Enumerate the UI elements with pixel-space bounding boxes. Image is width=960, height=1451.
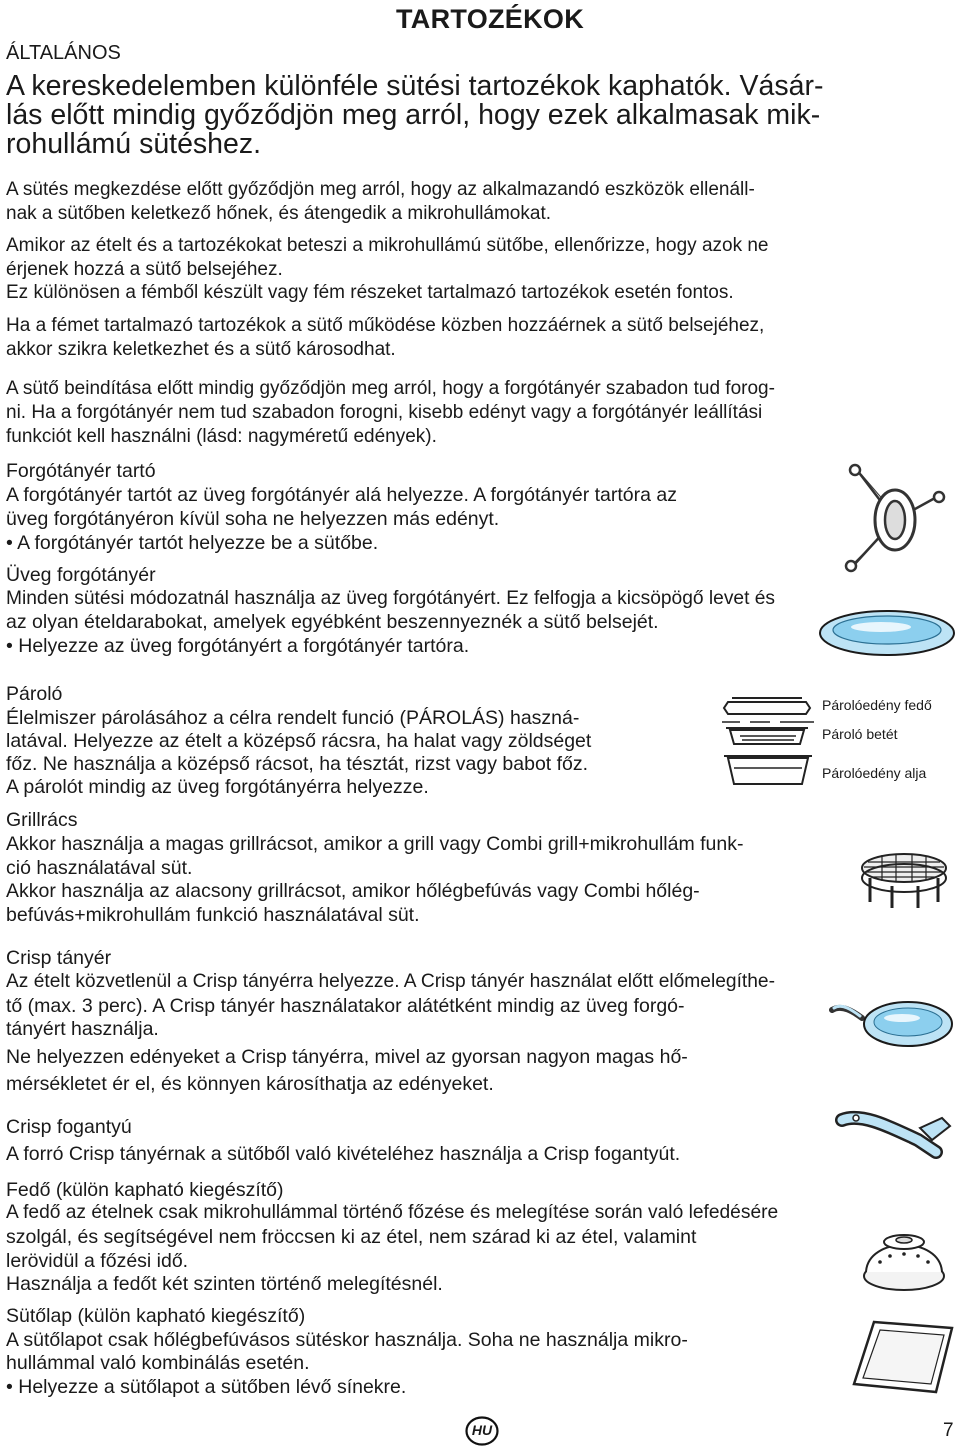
page-number: 7 (943, 1420, 954, 1441)
section-label: ÁLTALÁNOS (6, 42, 121, 64)
crisp-handle-illustration (832, 1098, 958, 1164)
text-line: főz. Ne használja a középső rácsot, ha tésztát, rizst vagy babot főz. (6, 753, 589, 775)
turntable-support-illustration (835, 462, 955, 574)
cover-illustration (860, 1218, 948, 1298)
text-line: Minden sütési módozatnál használja az üveg forgótányért. Ez felfogja a kicsöpögő levet és (6, 588, 776, 609)
text-line: lerövidül a főzési idő. (6, 1250, 189, 1272)
text-line: Használja a fedőt két szinten történő melegítésnél. (6, 1273, 443, 1295)
text-line: A sütés megkezdése előtt győződjön meg arról, hogy az alkalmazandó eszközök ellenáll- (6, 179, 755, 200)
glass-turntable-illustration (818, 608, 956, 658)
text-line: A forró Crisp tányérnak a sütőből való kivételéhez használja a Crisp fogantyút. (6, 1143, 681, 1165)
text-line: Ez különösen a fémből készült vagy fém részeket tartalmazó tartozékok esetén fontos. (6, 282, 734, 303)
page-title: TARTOZÉKOK (396, 4, 584, 34)
text-line: Ne helyezzen edényeket a Crisp tányérra, mivel az gyorsan nagyon magas hő- (6, 1046, 688, 1068)
steamer-insert-label: Pároló betét (822, 726, 898, 742)
text-line: Élelmiszer párolásához a célra rendelt funció (PÁROLÁS) haszná- (6, 707, 580, 729)
text-line: Az ételt közvetlenül a Crisp tányérra helyezze. A Crisp tányér használat előtt előmelegíthe- (6, 971, 775, 992)
text-line: mérsékletet ér el, és könnyen károsíthatja az edényeket. (6, 1073, 494, 1095)
text-line: latával. Helyezze az ételt a középső rácsra, ha halat vagy zöldséget (6, 730, 592, 752)
crisp-plate-illustration (826, 990, 956, 1052)
lead-line: lás előtt mindig győződjön meg arról, hogy ezek alkalmasak mik- (6, 99, 821, 131)
steamer-illustration (720, 692, 816, 792)
text-line: A sütő beindítása előtt mindig győződjön meg arról, hogy a forgótányér szabadon tud forog- (6, 378, 775, 399)
text-line: Akkor használja az alacsony grillrácsot, amikor hőlégbefúvás vagy Combi hőlég- (6, 880, 700, 902)
text-line: tányért használja. (6, 1018, 159, 1040)
section-heading: Crisp fogantyú (6, 1116, 132, 1138)
baking-tray-illustration (850, 1318, 956, 1396)
text-line: A párolót mindig az üveg forgótányérra helyezze. (6, 776, 429, 798)
bullet-line: • A forgótányér tartót helyezze be a sütőbe. (6, 532, 379, 554)
text-line: üveg forgótányéron kívül soha ne helyezzen más edényt. (6, 508, 500, 530)
text-line: akkor szikra keletkezhet és a sütő károsodhat. (6, 339, 396, 360)
text-line: A sütőlapot csak hőlégbefúvásos sütéskor használja. Soha ne használja mikro- (6, 1329, 688, 1351)
text-line: az olyan ételdarabokat, amelyek egyébként beszennyeznék a sütő belsejét. (6, 611, 659, 633)
text-line: Ha a fémet tartalmazó tartozékok a sütő működése közben hozzáérnek a sütő belsejéhez, (6, 315, 765, 336)
bullet-line: • Helyezze a sütőlapot a sütőben lévő sínekre. (6, 1376, 407, 1398)
bullet-line: • Helyezze az üveg forgótányért a forgótányér tartóra. (6, 635, 470, 657)
grill-rack-illustration (858, 848, 950, 910)
section-heading: Crisp tányér (6, 947, 112, 969)
text-line: hullámmal való kombinálás esetén. (6, 1352, 310, 1374)
text-line: nak a sütőben keletkező hőnek, és átengedik a mikrohullámokat. (6, 203, 551, 224)
steamer-lid-label: Párolóedény fedő (822, 697, 932, 713)
text-line: Akkor használja a magas grillrácsot, amikor a grill vagy Combi grill+mikrohullám funk- (6, 833, 744, 855)
text-line: tő (max. 3 perc). A Crisp tányér használatakor alátétként mindig az üveg forgó- (6, 995, 685, 1017)
text-line: A forgótányér tartót az üveg forgótányér alá helyezze. A forgótányér tartóra az (6, 484, 677, 506)
text-line: ció használatával süt. (6, 857, 193, 879)
text-line: A fedő az ételnek csak mikrohullámmal történő főzése és melegítése során való lefedésére (6, 1202, 779, 1223)
text-line: Amikor az ételt és a tartozékokat beteszi a mikrohullámú sütőbe, ellenőrizze, hogy azok ne (6, 235, 769, 256)
text-line: ni. Ha a forgótányér nem tud szabadon forogni, kisebb edényt vagy a forgótányér leállítási (6, 402, 763, 423)
section-heading: Üveg forgótányér (6, 564, 156, 586)
text-line: funkciót kell használni (lásd: nagyméretű edények). (6, 426, 437, 447)
text-line: befúvás+mikrohullám funkció használatával süt. (6, 904, 420, 926)
text-line: érjenek hozzá a sütő belsejéhez. (6, 259, 283, 280)
lead-line: A kereskedelemben különféle sütési tartozékok kaphatók. Vásár- (6, 70, 824, 102)
language-code: HU (471, 1422, 493, 1438)
section-heading: Fedő (külön kapható kiegészítő) (6, 1179, 284, 1201)
section-heading: Pároló (6, 683, 63, 705)
steamer-base-label: Párolóedény alja (822, 765, 927, 781)
section-heading: Sütőlap (külön kapható kiegészítő) (6, 1305, 306, 1327)
language-badge (465, 1416, 499, 1451)
section-heading: Forgótányér tartó (6, 460, 156, 482)
section-heading: Grillrács (6, 809, 78, 831)
lead-line: rohullámú sütéshez. (6, 128, 262, 160)
text-line: szolgál, és segítségével nem fröccsen ki az étel, nem szárad ki az étel, valamint (6, 1226, 697, 1248)
